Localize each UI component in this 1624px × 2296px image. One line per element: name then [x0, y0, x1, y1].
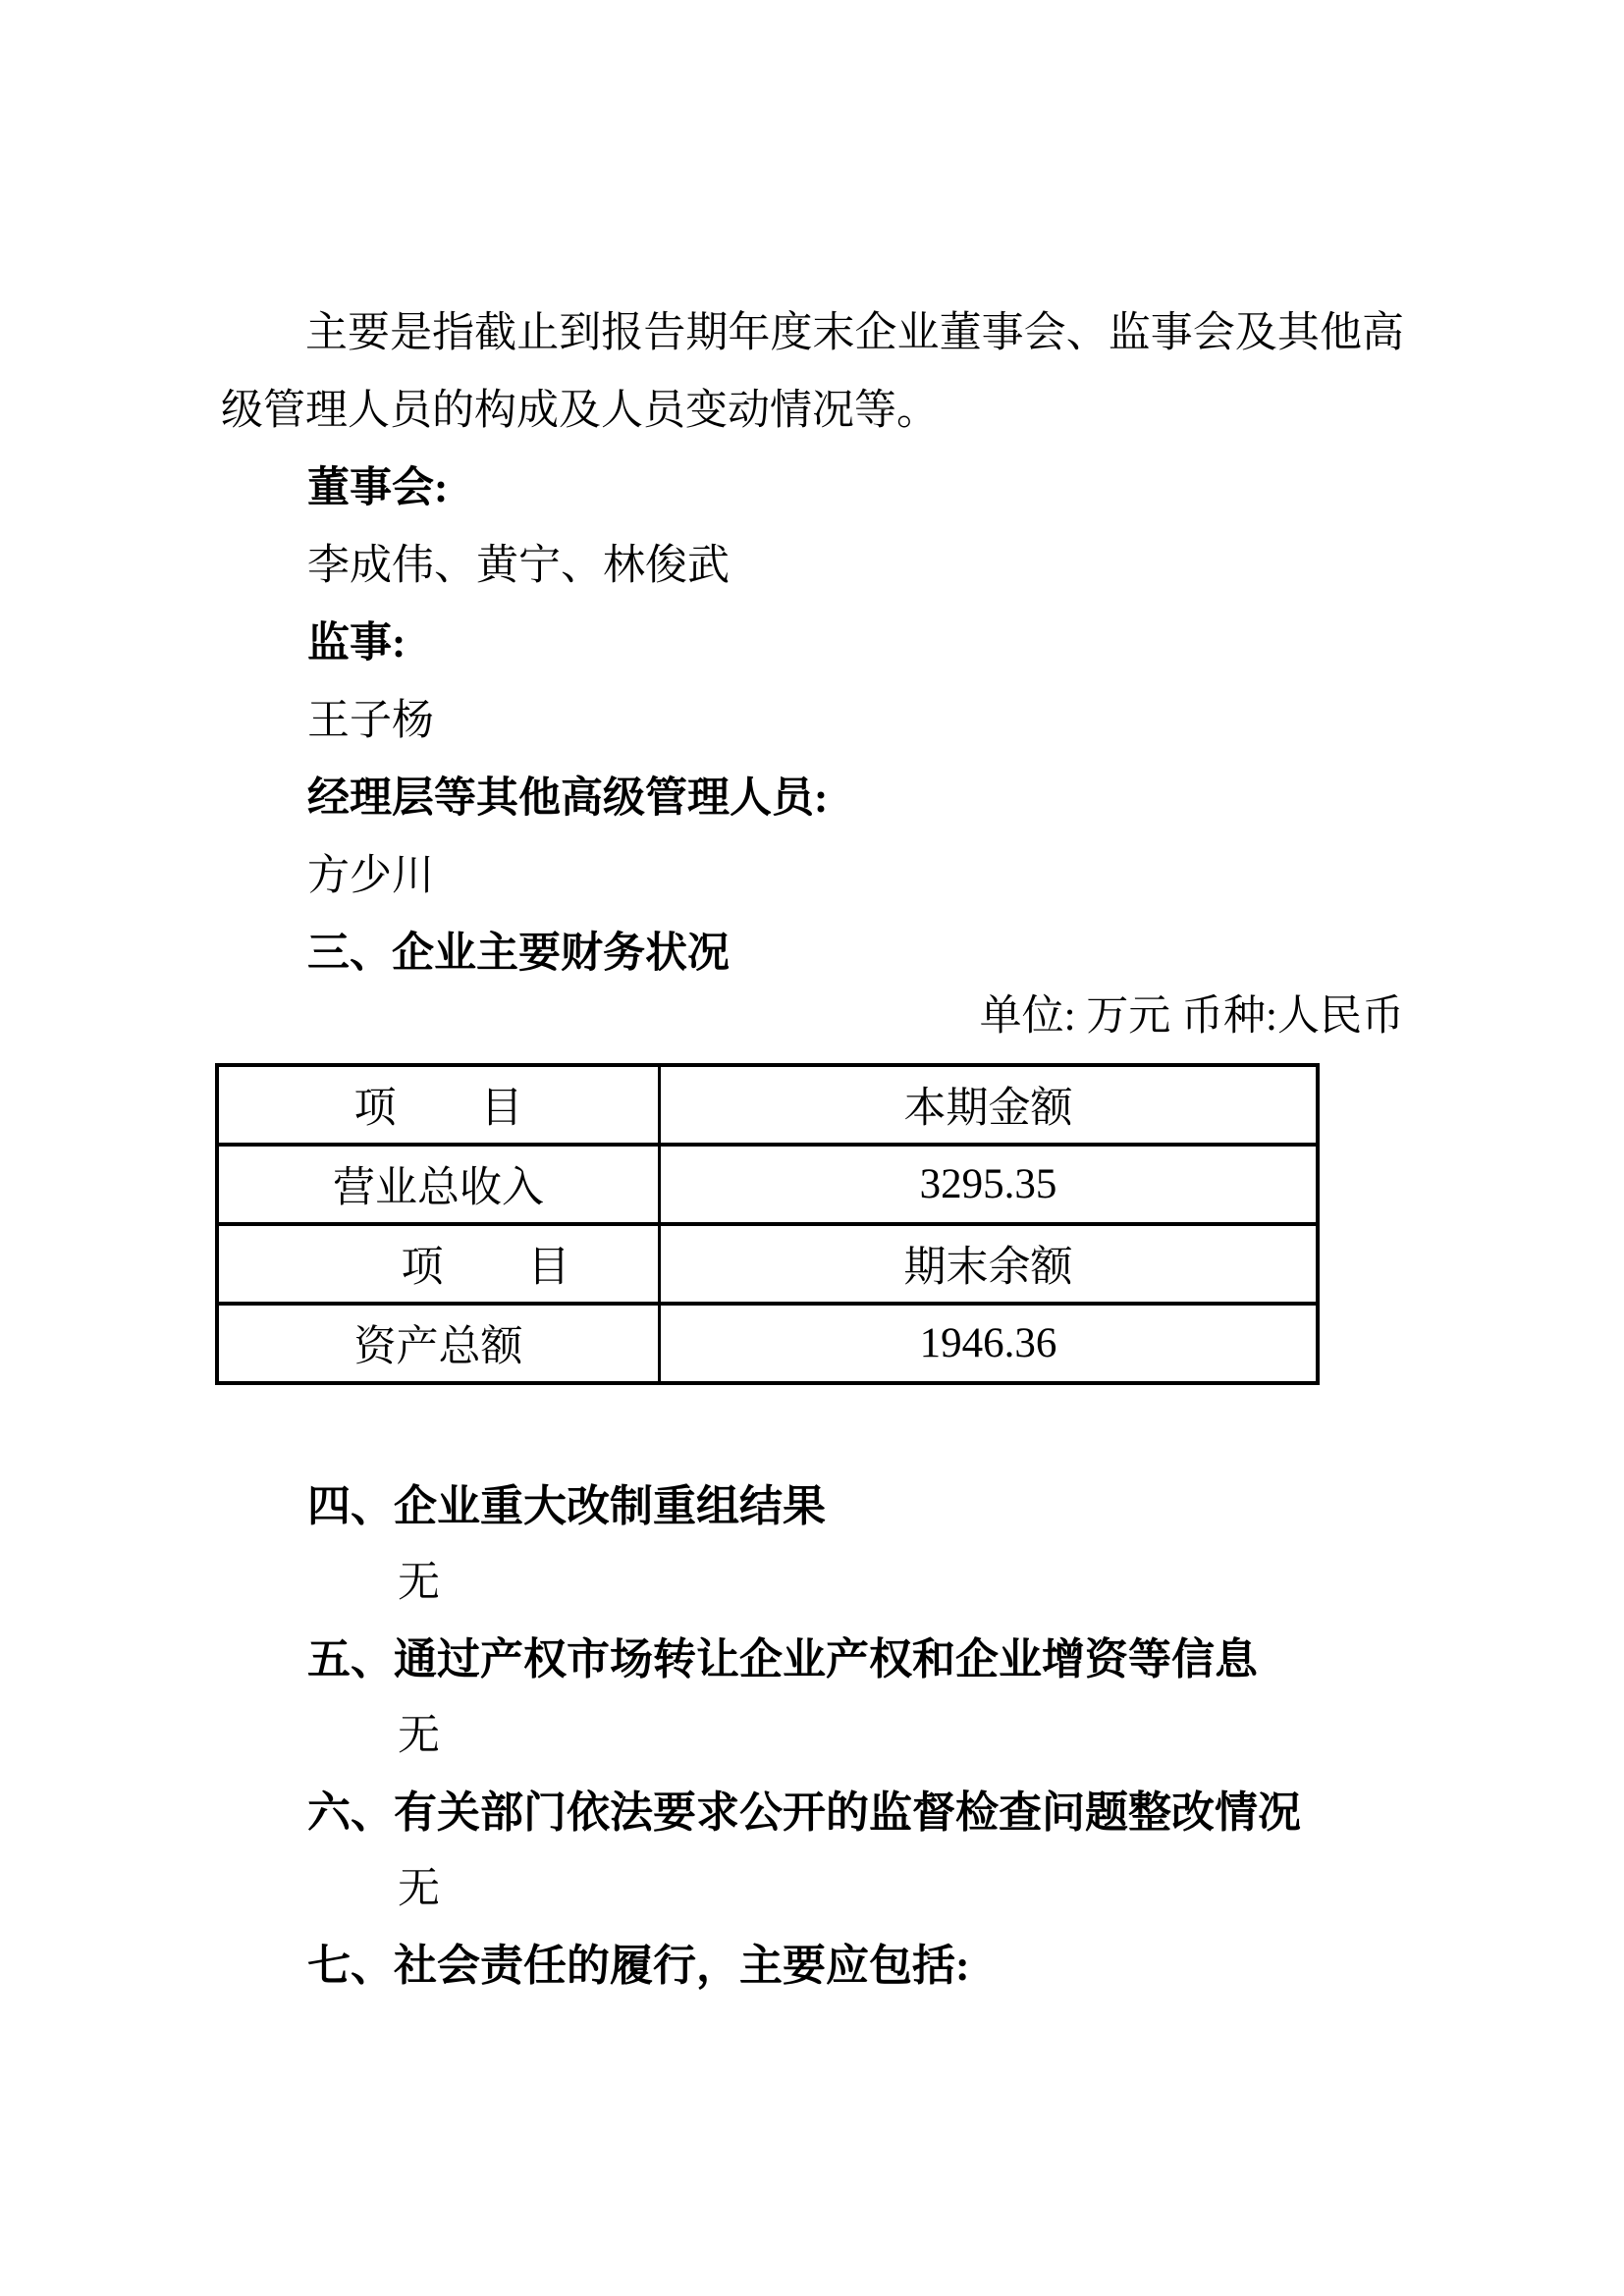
section3-heading: 三、企业主要财务状况	[307, 931, 730, 977]
section4-heading: 四、企业重大改制重组结果	[307, 1482, 826, 1530]
management-members: 方少川	[307, 853, 434, 899]
management-heading: 经理层等其他高级管理人员:	[307, 775, 829, 822]
row-label: 项 目	[217, 1065, 660, 1145]
unit-currency-note: 单位: 万元 币种:人民币	[979, 993, 1404, 1040]
row-value: 本期金额	[660, 1065, 1319, 1145]
supervisors-heading: 监事:	[307, 620, 406, 667]
board-heading: 董事会:	[307, 465, 449, 511]
row-value: 1946.36	[660, 1304, 1319, 1383]
section5-heading: 五、通过产权市场转让企业产权和企业增资等信息	[307, 1635, 1258, 1683]
section6-heading: 六、有关部门依法要求公开的监督检查问题整改情况	[307, 1789, 1301, 1837]
row-label: 营业总收入	[217, 1145, 660, 1224]
row-label: 资产总额	[217, 1304, 660, 1383]
section4-content: 无	[398, 1560, 440, 1606]
row-value: 3295.35	[660, 1145, 1319, 1224]
table-row	[217, 1065, 1318, 1145]
row-label: 项 目	[217, 1224, 660, 1304]
table-row	[217, 1145, 1318, 1224]
table-row	[217, 1224, 1318, 1304]
supervisor-members: 王子杨	[307, 698, 434, 744]
section6-content: 无	[398, 1866, 440, 1912]
financial-table	[215, 1063, 1320, 1385]
board-members: 李成伟、黄宁、林俊武	[307, 543, 730, 589]
table-row	[217, 1304, 1318, 1383]
intro-paragraph: 主要是指截止到报告期年度末企业董事会、监事会及其他高级管理人员的构成及人员变动情况等。	[221, 310, 1404, 434]
row-value: 期末余额	[660, 1224, 1319, 1304]
section5-content: 无	[398, 1713, 440, 1759]
section7-heading: 七、社会责任的履行，主要应包括:	[307, 1942, 970, 1990]
